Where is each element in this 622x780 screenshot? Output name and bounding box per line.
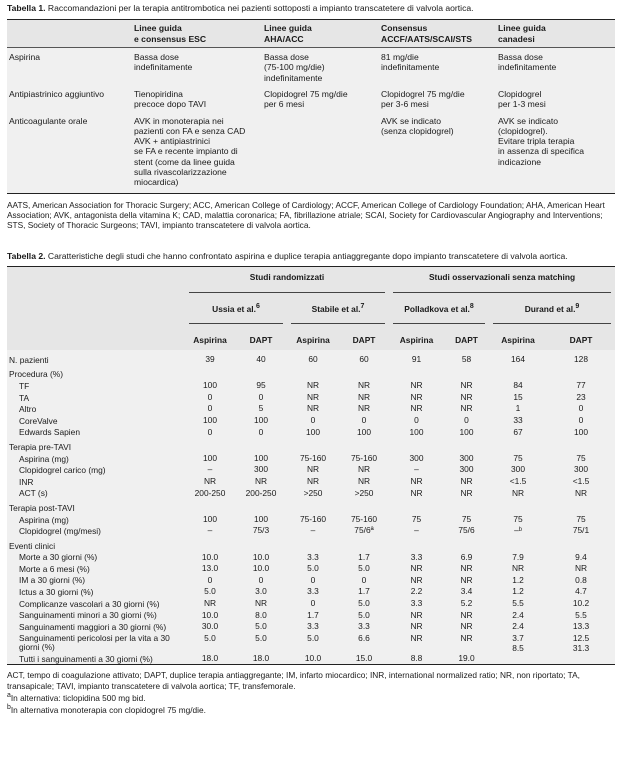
table2-cell: 75 — [513, 452, 523, 463]
table2-cell: 5.5 — [512, 597, 524, 608]
table2-row — [7, 586, 615, 598]
table2-cell: 75-160 — [299, 513, 327, 524]
table2-cell: 10.0 — [304, 652, 322, 663]
table2-cell: 0 — [464, 415, 469, 426]
table2-cell: NR — [410, 609, 423, 620]
table2-cell: NR — [410, 632, 423, 643]
table2-cell: 2.2 — [410, 586, 423, 597]
table2-row — [7, 464, 615, 476]
table2-cell: 5 — [258, 403, 264, 414]
table2-cell: 1.2 — [512, 574, 524, 585]
table2-row — [7, 350, 615, 366]
table2-cell: NR — [306, 391, 320, 402]
table2-cell: NR — [357, 403, 371, 414]
table2-row — [7, 427, 615, 439]
table2-cell: 77 — [576, 380, 586, 391]
table2-cell — [185, 499, 235, 514]
table2-cell: 75-160 — [299, 452, 327, 463]
table2-cell: – — [414, 464, 419, 475]
table2-cell: 8.8 — [410, 652, 423, 663]
table2-study-header — [7, 298, 615, 318]
table2-cell — [389, 537, 444, 552]
table1-header-cell — [7, 20, 134, 47]
table2-cell — [547, 366, 615, 381]
table2-row — [7, 403, 615, 415]
table1-header-row — [7, 20, 615, 47]
table2-cell — [444, 438, 489, 453]
table2-cell — [489, 537, 547, 552]
table2-cell: NR — [203, 475, 217, 486]
table2-cell: 1.7 — [307, 609, 319, 620]
table1-header-cell: Consensus ACCF/AATS/SCAI/STS — [381, 23, 473, 44]
table2-cell: NR — [460, 475, 473, 486]
study-ussia: Ussia et al.$^6$ — [212, 302, 260, 314]
row-label: TF — [19, 380, 30, 391]
table2-cell: 3.3 — [307, 621, 319, 632]
table2-cell: NR — [254, 475, 268, 486]
table2-cell: 3.3 — [307, 551, 319, 562]
table2-cell: 75-160 — [350, 513, 378, 524]
table2-cell: NR — [410, 487, 423, 498]
table2-cell: 2.4 — [512, 609, 524, 620]
table2-bottom-rule — [7, 664, 615, 665]
table2-cell: 100 — [254, 452, 268, 463]
table2-cell: 5.2 — [460, 597, 473, 608]
table1-header-cell: Linee guida canadesi — [498, 23, 546, 44]
table2-cell: 100 — [203, 415, 217, 426]
table2-cell — [489, 366, 547, 381]
table2-row — [7, 653, 615, 665]
table2-body — [7, 350, 615, 664]
table2-cell — [489, 499, 547, 514]
table2-cell: – — [310, 525, 316, 536]
table2-cell — [287, 366, 339, 381]
row-label: Morte a 6 mesi (%) — [19, 563, 90, 574]
table2-cell: NR — [460, 380, 473, 391]
table2-cell: 7.9 — [512, 551, 524, 562]
table2-cell: 0 — [258, 426, 264, 437]
table2-cell — [489, 653, 547, 665]
table2 — [7, 267, 615, 664]
table2-cell: 19.0 — [458, 652, 475, 663]
row-label: INR — [19, 476, 34, 487]
table2-cell — [185, 366, 235, 381]
table2-row — [7, 392, 615, 404]
table2-cell: NR — [410, 403, 423, 414]
table2-cell: 67 — [513, 426, 523, 437]
table2-cell — [444, 537, 489, 552]
table2-cell: 10.0 — [201, 609, 219, 620]
row-label: Procedura (%) — [9, 369, 63, 380]
row-label: Sanguinamenti minori a 30 giorni (%) — [19, 610, 157, 621]
table2-cell: 95 — [256, 380, 266, 391]
table2-cell: 0 — [361, 574, 367, 585]
table2-caption: Tabella 2. Caratteristiche degli studi che hanno confrontato aspirina e duplice terapia antiaggregante dopo impianto transcatetere di valvola aortica. — [7, 250, 568, 261]
table2-row — [7, 610, 615, 622]
table2-section-row — [7, 537, 615, 552]
table2-cell: NR — [410, 391, 423, 402]
table2-row — [7, 514, 615, 526]
table2-cell: 0 — [310, 574, 316, 585]
table2-cell: 10.0 — [252, 551, 270, 562]
table2-cell: 100 — [574, 426, 588, 437]
table2-cell: NR — [254, 597, 268, 608]
table2-cell: 3.7 8.5 — [512, 632, 524, 653]
table2-cell: >250 — [303, 487, 323, 498]
table2-cell: –ᵇ — [514, 525, 522, 536]
table2-cell: NR — [410, 574, 423, 585]
table2-cell: 3.3 — [410, 551, 423, 562]
table2-cell: 1 — [515, 403, 521, 414]
table2-cell: 8.0 — [255, 609, 267, 620]
table2-cell — [389, 438, 444, 453]
table2-cell: 0 — [207, 403, 213, 414]
table2-cell: 84 — [513, 380, 523, 391]
study-polladkova: Polladkova et al.$^8$ — [404, 302, 474, 314]
table2-cell — [444, 366, 489, 381]
table2-cell — [235, 499, 287, 514]
table2-cell: 30.0 — [201, 621, 219, 632]
table2-row — [7, 453, 615, 465]
table1-row: Anticoagulante orale AVK in monoterapia nei pazienti con FA e senza CAD AVK + antipiastrinici se FA e recente impianto di stent (come da linee guida sulla rivascolarizzazione miocardica) AVK se indicato (senza clopidogrel) AVK se indicato (clopidogrel). Evitare tripla terapia in assenza di specifica indicazione — [9, 115, 584, 188]
table2-cell: 58 — [461, 354, 472, 365]
table2-cell: 100 — [409, 426, 424, 437]
table2-cell: 100 — [459, 426, 474, 437]
table2-cell — [235, 438, 287, 453]
table2-cell: 33 — [513, 415, 523, 426]
table2-cell: 0 — [310, 597, 316, 608]
table2-cell: 75 — [411, 513, 422, 524]
table2-cell: 23 — [576, 391, 586, 402]
row-label: Terapia pre-TAVI — [9, 441, 72, 452]
table2-cell: 0 — [207, 426, 213, 437]
row-label: Clopidogrel carico (mg) — [19, 465, 106, 476]
table2-cell: – — [207, 525, 213, 536]
table2-cell — [444, 499, 489, 514]
table2-cell: NR — [306, 464, 320, 475]
table2-cell: 18.0 — [201, 652, 219, 663]
table2-cell: <1.5 — [509, 475, 527, 486]
group-observational: Studi osservazionali senza matching — [428, 271, 576, 282]
table2-cell: 0 — [207, 391, 213, 402]
table2-row — [7, 552, 615, 564]
table2-cell: 5.0 — [307, 632, 319, 643]
table2-cell: NR — [410, 380, 423, 391]
table2-cell: 10.2 — [572, 597, 590, 608]
study-durand: Durand et al.$^9$ — [524, 302, 580, 314]
table2-cell: 0 — [414, 415, 419, 426]
table2-cell: NR — [574, 563, 588, 574]
table2-cell — [287, 537, 339, 552]
table2-cell: NR — [460, 609, 473, 620]
table2-cell: 91 — [411, 354, 422, 365]
table2-cell: 300 — [459, 452, 474, 463]
table2-cell: 39 — [205, 354, 215, 365]
table2-cell — [389, 366, 444, 381]
table1-bottom-rule — [7, 193, 615, 194]
table2-cell: NR — [357, 391, 371, 402]
row-label: IM a 30 giorni (%) — [19, 575, 86, 586]
table1-row: Aspirina Bassa dose indefinitamente Bassa dose (75-100 mg/die) indefinitamente 81 mg/die indefinitamente Bassa dose indefinitamente — [9, 51, 557, 83]
table2-cell: 300 — [409, 452, 424, 463]
table2-cell: 6.6 — [358, 632, 370, 643]
table2-cell: 3.3 — [307, 586, 319, 597]
table2-row — [7, 476, 615, 488]
table2-cell: 2.4 — [512, 621, 524, 632]
table2-cell: 5.0 — [204, 586, 216, 597]
table2-row — [7, 525, 615, 537]
table1-caption: Tabella 1. Raccomandazioni per la terapia antitrombotica nei pazienti sottoposti a impianto transcatetere di valvola aortica. — [7, 3, 474, 13]
table2-cell: NR — [357, 380, 371, 391]
table2-cell: 128 — [574, 354, 588, 365]
table2-cell: 75/6 — [458, 525, 475, 536]
table2-cell — [547, 499, 615, 514]
table2-cell — [547, 653, 615, 665]
table2-cell: 5.0 — [204, 632, 216, 643]
table2-cell: 75 — [576, 452, 586, 463]
table2-cell: NR — [306, 403, 320, 414]
table2-cell — [339, 366, 389, 381]
row-label: Terapia post-TAVI — [9, 502, 75, 513]
row-label: Ictus a 30 giorni (%) — [19, 587, 94, 598]
table2-cell: 100 — [357, 426, 371, 437]
table2-group-header — [7, 267, 615, 287]
table2-cell: 300 — [254, 464, 268, 475]
table1 — [7, 20, 615, 192]
table2-cell: 75-160 — [350, 452, 378, 463]
table2-cell: 75 — [461, 513, 472, 524]
table2-cell — [287, 499, 339, 514]
table2-cell — [389, 499, 444, 514]
table2-row — [7, 633, 615, 653]
table2-cell: 75/1 — [572, 525, 590, 536]
table2-cell: NR — [460, 403, 473, 414]
row-label: CoreValve — [19, 415, 58, 426]
table2-cell: 300 — [574, 464, 588, 475]
table2-cell — [339, 499, 389, 514]
row-label: Altro — [19, 404, 37, 415]
table1-header-cell: Linee guida AHA/ACC — [264, 23, 312, 44]
table2-cell: 0 — [310, 415, 316, 426]
table2-cell: 4.7 — [575, 586, 587, 597]
table2-cell — [287, 438, 339, 453]
table2-cell: 0 — [361, 415, 367, 426]
table2-cell — [547, 537, 615, 552]
table2-cell: 0 — [578, 415, 584, 426]
table2-cell: NR — [306, 475, 320, 486]
table2-cell: 100 — [254, 415, 268, 426]
table2-cell: 9.4 — [575, 551, 587, 562]
table2-cell: 0 — [578, 403, 584, 414]
table2-cell: NR — [460, 574, 473, 585]
table2-cell — [185, 438, 235, 453]
table2-cell: NR — [460, 632, 473, 643]
table2-cell: 60 — [308, 354, 318, 365]
table2-cell: 75/3 — [252, 525, 270, 536]
table2-cell: 15.0 — [355, 652, 373, 663]
table2-row — [7, 415, 615, 427]
table2-cell: 200-250 — [194, 487, 226, 498]
row-label: Eventi clinici — [9, 540, 56, 551]
group-randomized: Studi randomizzati — [249, 271, 325, 282]
table2-cell: 3.4 — [460, 586, 473, 597]
table2-cell: 6.9 — [460, 551, 473, 562]
table2-cell: 75 — [513, 513, 523, 524]
table2-cell: NR — [357, 464, 371, 475]
table2-cell: NR — [203, 597, 217, 608]
row-label: Aspirina (mg) — [19, 453, 69, 464]
table2-cell: 10.0 — [252, 563, 270, 574]
table2-cell: – — [414, 525, 419, 536]
table1-row: Antipiastrinico aggiuntivo Tienopiridina precoce dopo TAVI Clopidogrel 75 mg/die per 6 mesi Clopidogrel 75 mg/die per 3-6 mesi Clopidogrel per 1-3 mesi — [9, 88, 546, 110]
table2-cell — [489, 438, 547, 453]
table2-cell: NR — [574, 487, 588, 498]
table2-cell: 75 — [576, 513, 586, 524]
table2-cell: 100 — [254, 513, 268, 524]
table2-row — [7, 380, 615, 392]
row-label: Sanguinamenti maggiori a 30 giorni (%) — [19, 621, 167, 632]
table2-cell — [339, 438, 389, 453]
table2-section-row — [7, 438, 615, 453]
study-stabile: Stabile et al.$^7$ — [311, 302, 365, 314]
table2-cell: 0 — [207, 574, 213, 585]
row-label: N. pazienti — [9, 354, 49, 365]
table2-arm-header: Aspirina DAPT Aspirina DAPT Aspirina DAPT Aspirina DAPT — [193, 335, 593, 346]
table1-header-cell: Linee guida e consensus ESC — [134, 23, 207, 44]
table1-footnote: AATS, American Association for Thoracic Surgery; ACC, American College of Cardiology; ACCF, American College of Cardiology Foundation; AHA, American Heart Association; AVK, antagonista della vitamina K; CAD, malattia coronarica; FA, fibrillazione atriale; SCAI, Society for Cardiovascular Angiography and Interventions; STS, Society of Thoracic Surgeons; TAVI, impianto transcatetere di valvola aortica. — [7, 199, 605, 231]
row-label: Morte a 30 giorni (%) — [19, 552, 98, 563]
table2-cell: 0 — [258, 391, 264, 402]
table2-cell: 1.2 — [512, 586, 524, 597]
table2-cell: 18.0 — [252, 652, 270, 663]
table2-cell: 5.0 — [358, 609, 370, 620]
table2-row — [7, 621, 615, 633]
table2-cell: NR — [511, 487, 525, 498]
table2-cell: 13.3 — [572, 621, 590, 632]
table2-cell: 5.0 — [307, 563, 319, 574]
table2-cell: NR — [460, 621, 473, 632]
table2-cell — [339, 537, 389, 552]
row-label: Sanguinamenti pericolosi per la vita a 30 giorni (%) — [19, 632, 170, 652]
table2-cell: <1.5 — [572, 475, 590, 486]
table2-cell: 200-250 — [245, 487, 277, 498]
table2-section-row — [7, 366, 615, 381]
table2-cell: 10.0 — [201, 551, 219, 562]
table2-cell: 75/6ª — [354, 525, 374, 536]
table2-cell: 100 — [203, 452, 217, 463]
table2-cell — [235, 366, 287, 381]
table2-cell — [235, 537, 287, 552]
row-label: Edwards Sapien — [19, 427, 80, 438]
table2-cell: 5.5 — [575, 609, 587, 620]
row-label: Tutti i sanguinamenti a 30 giorni (%) — [19, 653, 153, 664]
table2-cell: 0 — [258, 574, 264, 585]
row-label: ACT (s) — [19, 488, 48, 499]
table2-cell — [547, 438, 615, 453]
table2-cell: 13.0 — [201, 563, 219, 574]
table2-cell: 3.0 — [255, 586, 267, 597]
table2-cell: 3.3 — [358, 621, 370, 632]
table2-row — [7, 575, 615, 587]
table2-cell: 40 — [256, 354, 266, 365]
table2-cell: 5.0 — [358, 563, 370, 574]
table2-cell: 164 — [511, 354, 525, 365]
row-label: Complicanze vascolari a 30 giorni (%) — [19, 598, 160, 609]
row-label: Aspirina (mg) — [19, 514, 69, 525]
table2-row — [7, 598, 615, 610]
row-label: Clopidogrel (mg/mesi) — [19, 526, 101, 537]
table2-cell — [185, 537, 235, 552]
table2-cell: 5.0 — [358, 597, 370, 608]
table2-cell: – — [207, 464, 213, 475]
table2-cell: NR — [460, 487, 473, 498]
table2-cell: 100 — [203, 380, 217, 391]
table2-cell: 0.8 — [575, 574, 587, 585]
table2-cell: NR — [460, 563, 473, 574]
table2-footnotes: ACT, tempo di coagulazione attivato; DAPT, duplice terapia antiaggregante; IM, infarto miocardico; INR, international normalized ratio; NR, non riportato; TA, transapicale; TAVI, impianto transcatetere di valvola aortica; TF, transfemorale. $^a$In alternativa: ticlopidina 500 mg bid. $^b$In alternativa monoterapia con clopidogrel 75 mg/die. — [7, 670, 580, 715]
table2-cell: NR — [357, 475, 371, 486]
table2-cell: 1.7 — [358, 586, 370, 597]
table2-section-row — [7, 499, 615, 514]
table2-cell: NR — [410, 563, 423, 574]
table2-cell: 100 — [203, 513, 217, 524]
row-label: TA — [19, 392, 30, 403]
table2-cell: 1.7 — [358, 551, 370, 562]
table2-cell: NR — [306, 380, 320, 391]
table2-cell: NR — [460, 391, 473, 402]
table2-cell: 12.5 31.3 — [572, 632, 590, 653]
table2-cell: 100 — [306, 426, 320, 437]
table2-cell: 5.0 — [255, 621, 267, 632]
table2-cell: 5.0 — [255, 632, 267, 643]
table2-cell: 300 — [459, 464, 474, 475]
table2-row — [7, 488, 615, 500]
table2-cell: 300 — [511, 464, 525, 475]
table2-cell: NR — [511, 563, 525, 574]
table2-cell: 3.3 — [410, 597, 423, 608]
table2-cell: NR — [410, 621, 423, 632]
table2-row — [7, 563, 615, 575]
table2-cell: NR — [410, 475, 423, 486]
table2-cell: >250 — [354, 487, 374, 498]
table2-cell: 15 — [513, 391, 523, 402]
table2-cell: 60 — [359, 354, 369, 365]
